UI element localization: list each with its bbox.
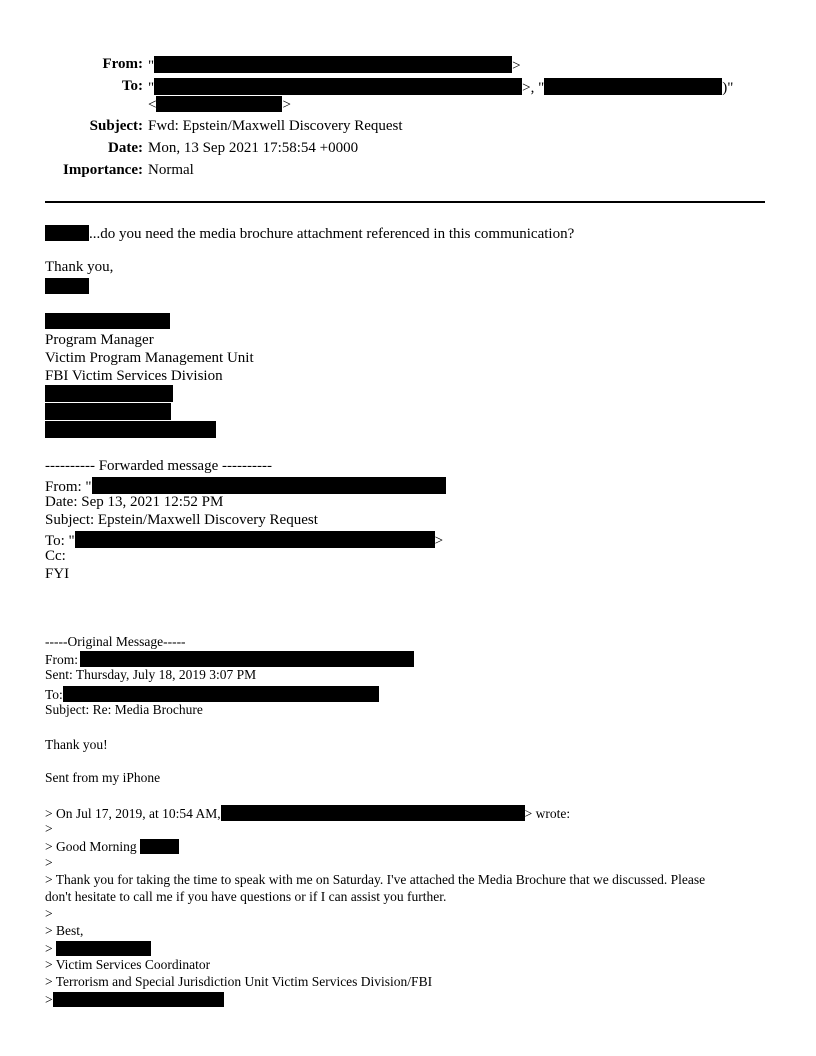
quoted-signature-name: > (45, 941, 151, 956)
subject-label: Subject: (89, 118, 143, 134)
forwarded-fyi: FYI (45, 566, 70, 582)
importance-value: Normal (148, 162, 194, 178)
header-divider (45, 201, 765, 203)
redaction (221, 805, 525, 821)
original-from: From: (45, 651, 414, 667)
forwarded-from: From: " (45, 477, 446, 495)
quoted-gt: > (45, 906, 53, 921)
signature-title: Program Manager (45, 332, 154, 348)
quoted-gt: > (45, 855, 53, 870)
quoted-gt: > (45, 821, 53, 836)
quoted-best: > Best, (45, 923, 84, 938)
redaction (154, 56, 512, 73)
signature-unit: Victim Program Management Unit (45, 350, 254, 366)
redaction (45, 385, 173, 403)
redaction (45, 403, 171, 421)
forwarded-subject: Subject: Epstein/Maxwell Discovery Request (45, 512, 318, 528)
forwarded-cc: Cc: (45, 548, 66, 564)
opening-line: ...do you need the media brochure attachment referenced in this communication? (45, 225, 574, 242)
from-label: From: (102, 56, 143, 72)
original-sent: Sent: Thursday, July 18, 2019 3:07 PM (45, 667, 257, 682)
to-value-line2: < > (148, 97, 291, 113)
original-subject: Subject: Re: Media Brochure (45, 702, 203, 717)
from-value: " > (148, 58, 521, 74)
redaction (75, 531, 435, 548)
quoted-paragraph-line2: don't hesitate to call me if you have questions or if I can assist you further. (45, 889, 447, 904)
quoted-paragraph-line1: > Thank you for taking the time to speak with me on Saturday. I've attached the Media Brochure that we discussed. Please (45, 872, 706, 887)
forwarded-banner: ---------- Forwarded message ---------- (45, 458, 272, 474)
original-sent-from: Sent from my iPhone (45, 770, 161, 785)
quoted-signature-unit: > Terrorism and Special Jurisdiction Unit Victim Services Division/FBI (45, 974, 433, 989)
original-banner: -----Original Message----- (45, 634, 186, 649)
redaction (45, 421, 216, 439)
original-to: To: (45, 686, 379, 702)
to-label: To: (121, 78, 143, 94)
redaction (45, 225, 89, 241)
date-value: Mon, 13 Sep 2021 17:58:54 +0000 (148, 140, 359, 156)
subject-value: Fwd: Epstein/Maxwell Discovery Request (148, 118, 403, 134)
redaction (140, 839, 179, 854)
quoted-signature-contact: > (45, 992, 224, 1007)
date-label: Date: (108, 140, 143, 156)
importance-label: Importance: (63, 162, 143, 178)
redaction (92, 477, 446, 494)
redaction (154, 78, 522, 95)
redaction (56, 941, 151, 956)
signature-division: FBI Victim Services Division (45, 368, 223, 384)
forwarded-to: To: " > (45, 533, 444, 549)
quoted-on-line: > On Jul 17, 2019, at 10:54 AM, > wrote: (45, 806, 571, 821)
redaction (156, 96, 282, 112)
redaction (544, 78, 722, 95)
to-value: " >, " )" (148, 80, 734, 96)
forwarded-date: Date: Sep 13, 2021 12:52 PM (45, 494, 224, 510)
thanks-line: Thank you, (45, 259, 114, 275)
quoted-good-morning: > Good Morning (45, 839, 179, 854)
original-thanks: Thank you! (45, 737, 108, 752)
redaction (80, 651, 414, 667)
redaction (45, 278, 89, 295)
redaction (63, 686, 379, 702)
redaction (45, 313, 170, 330)
redaction (53, 992, 224, 1007)
quoted-signature-title: > Victim Services Coordinator (45, 957, 211, 972)
